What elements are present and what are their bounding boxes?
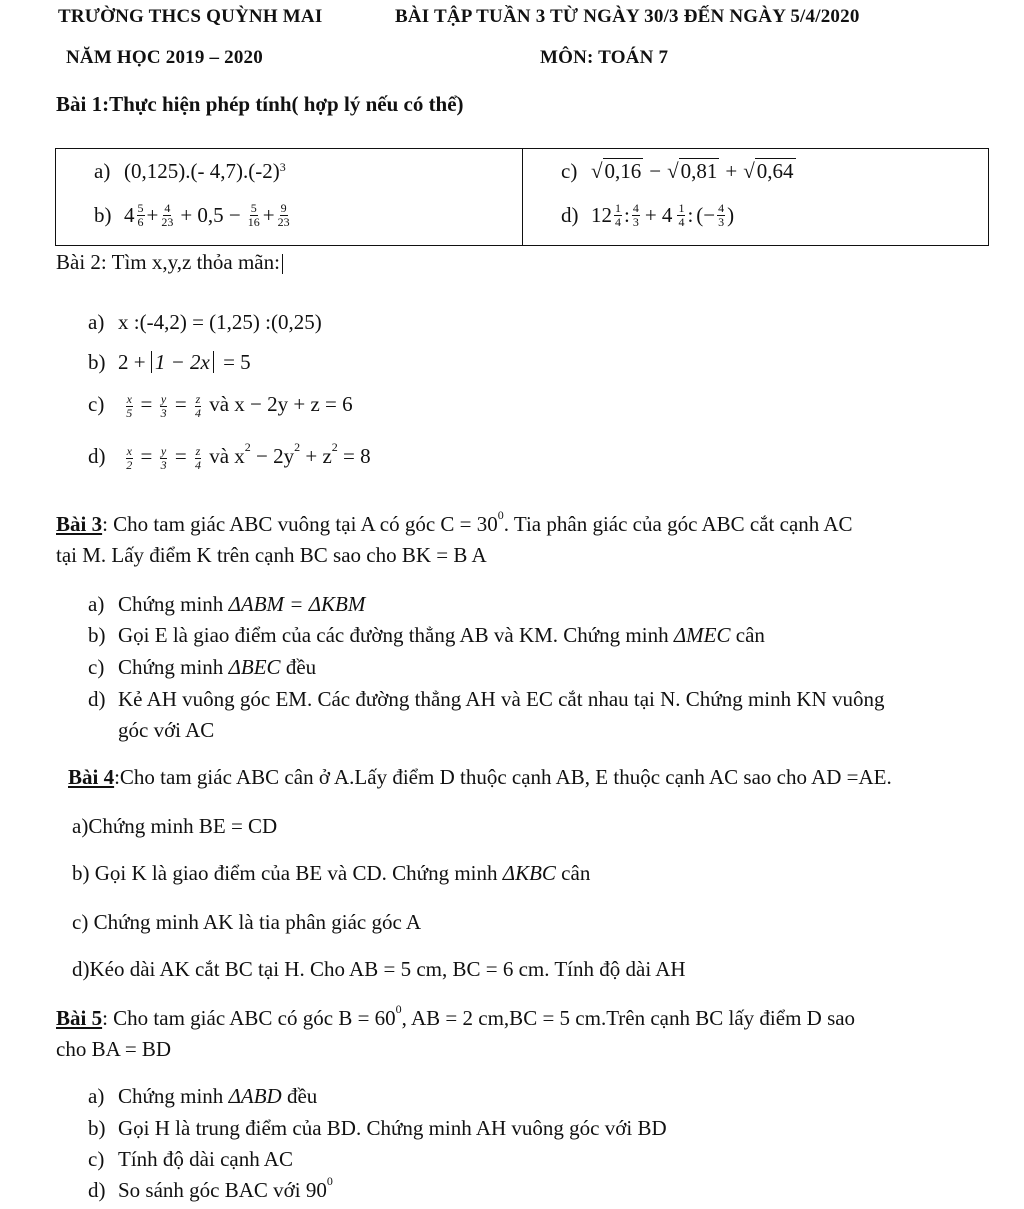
school-year: NĂM HỌC 2019 – 2020 bbox=[66, 47, 263, 68]
bai4-a: a)Chứng minh BE = CD bbox=[72, 814, 278, 838]
bai1-title bbox=[56, 92, 464, 117]
bai3-line2: tại M. Lấy điểm K trên cạnh BC sao cho BK = B A bbox=[56, 543, 487, 567]
bai5-b: b) Gọi H là trung điểm của BD. Chứng minh AH vuông góc với BD bbox=[88, 1116, 667, 1140]
bai1-right-cell bbox=[523, 149, 989, 246]
bai3-b: b) Gọi E là giao điểm của các đường thẳng AB và KM. Chứng minh ΔMEC cân bbox=[88, 623, 765, 647]
bai1-c: c) √0,16 − √0,81 + √0,64 bbox=[561, 158, 794, 183]
bai3-d: d) Kẻ AH vuông góc EM. Các đường thẳng AH và EC cắt nhau tại N. Chứng minh KN vuông bbox=[88, 687, 885, 711]
school-name: TRƯỜNG THCS QUỲNH MAI bbox=[58, 6, 323, 27]
bai5-c: c) Tính độ dài cạnh AC bbox=[88, 1147, 293, 1171]
subject: MÔN: TOÁN 7 bbox=[540, 47, 669, 68]
bai1-d: d) 12 $\frac{1}{4}$ : $\frac{4}{3}$ + 4 $\frac{1}{4}$ : (− $\frac{4}{3}$ ) bbox=[561, 200, 735, 229]
bai2-a: a) x :(-4,2) = (1,25) :(0,25) bbox=[88, 310, 322, 334]
bai5-a: a) Chứng minh ΔABD đều bbox=[88, 1084, 318, 1108]
assignment-title: BÀI TẬP TUẦN 3 TỪ NGÀY 30/3 ĐẾN NGÀY 5/4/2020 bbox=[395, 6, 860, 27]
text-cursor bbox=[282, 254, 283, 274]
bai1-table bbox=[55, 148, 989, 246]
bai1-b: b) 4 $\frac{5}{6}$ + $\frac{4}{23}$ + 0,5 − $\frac{5}{16}$ + $\frac{9}{23}$ bbox=[94, 200, 290, 229]
bai5-line2: cho BA = BD bbox=[56, 1037, 172, 1061]
bai2-c: c) $\frac{x}{5}$ = $\frac{y}{3}$ = $\frac{z}{4}$ và x − 2y + z = 6 bbox=[88, 391, 353, 420]
bai1-left-cell bbox=[56, 149, 523, 246]
bai4-intro: Bài 4:Cho tam giác ABC cân ở A.Lấy điểm D thuộc cạnh AB, E thuộc cạnh AC sao cho AD =AE. bbox=[68, 765, 892, 789]
bai4-b: b) Gọi K là giao điểm của BE và CD. Chứng minh ΔKBC cân bbox=[72, 861, 591, 885]
bai3-line1: Bài 3: Cho tam giác ABC vuông tại A có góc $C = 30^0$. Tia phân giác của góc ABC cắt cạnh AC bbox=[56, 508, 853, 536]
bai2-b: b) 2 + 1 − 2x = 5 bbox=[88, 350, 251, 374]
bai5-line1: Bài 5: Cho tam giác ABC có góc $B = 60^0$, AB = 2 cm,BC = 5 cm.Trên cạnh BC lấy điểm D sao bbox=[56, 1002, 856, 1030]
bai3-c: c) Chứng minh ΔBEC đều bbox=[88, 655, 317, 679]
bai5-d: d) So sánh góc BAC với $90^0$ bbox=[88, 1174, 333, 1202]
bai1-a: a) (0,125).(- 4,7).(-2) 3 bbox=[94, 158, 286, 183]
bai3-a: a) Chứng minh ΔABM = ΔKBM bbox=[88, 592, 366, 616]
bai4-d: d)Kéo dài AK cắt BC tại H. Cho AB = 5 cm, BC = 6 cm. Tính độ dài AH bbox=[72, 957, 686, 981]
bai4-c: c) Chứng minh AK là tia phân giác góc A bbox=[72, 910, 422, 934]
bai2-d: d) $\frac{x}{2}$ = $\frac{y}{3}$ = $\frac{z}{4}$ và $x^2 - 2y^2 + z^2 = 8$ bbox=[88, 440, 371, 472]
bai2-title: Bài 2: Tìm x,y,z thỏa mãn: bbox=[56, 250, 283, 275]
bai1-heading: Bài 1:Thực hiện phép tính( hợp lý nếu có thể) bbox=[56, 92, 464, 116]
bai3-d-cont: góc với AC bbox=[118, 718, 215, 742]
